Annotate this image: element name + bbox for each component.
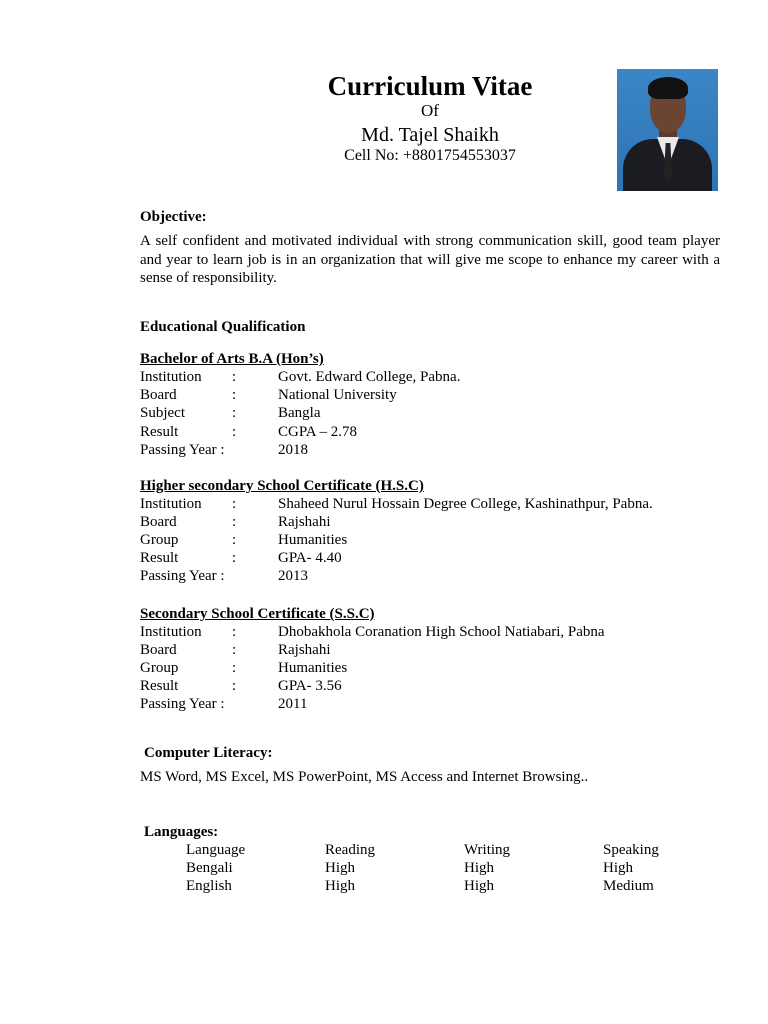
- row-value: Rajshahi: [278, 514, 331, 530]
- row-value: Dhobakhola Coranation High School Natiabari, Pabna: [278, 624, 605, 640]
- language-row: [186, 859, 706, 877]
- cell-number: Cell No: +8801754553037: [344, 147, 516, 164]
- row-colon: :: [232, 424, 237, 440]
- page-title: Curriculum Vitae: [327, 71, 533, 101]
- language-name: Bengali: [186, 860, 233, 876]
- row-value: Humanities: [278, 660, 348, 676]
- education-heading: Educational Qualification: [140, 319, 306, 335]
- row-key: Group: [140, 532, 179, 548]
- row-value: GPA- 3.56: [278, 678, 342, 694]
- degree-row: [140, 513, 740, 531]
- language-row: [186, 877, 706, 895]
- objective-heading: Objective:: [140, 209, 207, 225]
- language-writing: High: [464, 860, 494, 876]
- row-colon: :: [232, 678, 237, 694]
- row-value: Shaheed Nurul Hossain Degree College, Kashinathpur, Pabna.: [278, 496, 653, 512]
- row-colon: :: [232, 642, 237, 658]
- row-key: Institution: [140, 369, 202, 385]
- col-speaking: Speaking: [603, 842, 659, 858]
- degree-row: [140, 495, 740, 513]
- degree-row: [140, 623, 740, 641]
- row-key: Passing Year :: [140, 442, 225, 458]
- col-writing: Writing: [464, 842, 511, 858]
- row-value: CGPA – 2.78: [278, 424, 358, 440]
- row-key: Result: [140, 678, 179, 694]
- degree-title: Higher secondary School Certificate (H.S.C): [140, 478, 424, 494]
- language-reading: High: [325, 878, 355, 894]
- row-colon: :: [232, 369, 237, 385]
- row-key: Passing Year :: [140, 696, 225, 712]
- row-key: Group: [140, 660, 179, 676]
- degree-row: [140, 368, 740, 386]
- title-of: Of: [421, 101, 439, 120]
- row-value: National University: [278, 387, 397, 403]
- row-colon: :: [232, 624, 237, 640]
- row-key: Result: [140, 424, 179, 440]
- candidate-name: Md. Tajel Shaikh: [361, 124, 499, 146]
- row-value: Bangla: [278, 405, 321, 421]
- row-value: 2011: [278, 696, 308, 712]
- photo-hair: [648, 77, 688, 99]
- languages-header-row: [186, 841, 706, 859]
- degree-row: [140, 404, 740, 422]
- row-colon: :: [232, 496, 237, 512]
- computer-heading: Computer Literacy:: [144, 745, 273, 761]
- row-colon: :: [232, 532, 237, 548]
- row-colon: :: [232, 387, 237, 403]
- degree-row: [140, 441, 740, 459]
- row-key: Passing Year :: [140, 568, 225, 584]
- degree-row: [140, 659, 740, 677]
- col-language: Language: [186, 842, 246, 858]
- row-key: Institution: [140, 496, 202, 512]
- row-value: 2018: [278, 442, 308, 458]
- languages-heading: Languages:: [144, 824, 219, 840]
- row-value: Humanities: [278, 532, 348, 548]
- degree-row: [140, 386, 740, 404]
- language-name: English: [186, 878, 232, 894]
- degree-row: [140, 423, 740, 441]
- row-key: Result: [140, 550, 179, 566]
- row-colon: :: [232, 660, 237, 676]
- row-value: Govt. Edward College, Pabna.: [278, 369, 461, 385]
- degree-title: Bachelor of Arts B.A (Hon’s): [140, 351, 324, 367]
- computer-text: MS Word, MS Excel, MS PowerPoint, MS Access and Internet Browsing..: [140, 769, 589, 785]
- row-key: Subject: [140, 405, 185, 421]
- row-colon: :: [232, 514, 237, 530]
- row-colon: :: [232, 405, 237, 421]
- language-speaking: High: [603, 860, 633, 876]
- row-value: 2013: [278, 568, 308, 584]
- row-colon: :: [232, 550, 237, 566]
- row-value: Rajshahi: [278, 642, 331, 658]
- degree-row: [140, 567, 740, 585]
- degree-row: [140, 641, 740, 659]
- profile-photo: [617, 69, 718, 191]
- row-value: GPA- 4.40: [278, 550, 342, 566]
- language-speaking: Medium: [603, 878, 654, 894]
- row-key: Board: [140, 642, 177, 658]
- degree-row: [140, 549, 740, 567]
- degree-row: [140, 531, 740, 549]
- row-key: Institution: [140, 624, 202, 640]
- col-reading: Reading: [325, 842, 375, 858]
- language-reading: High: [325, 860, 355, 876]
- language-writing: High: [464, 878, 494, 894]
- degree-row: [140, 695, 740, 713]
- degree-row: [140, 677, 740, 695]
- row-key: Board: [140, 514, 177, 530]
- objective-text: A self confident and motivated individual with strong communication skill, good team player and year to learn job is in an organization that will give me scope to enhance my career with a sense of responsibility.: [140, 233, 720, 286]
- row-key: Board: [140, 387, 177, 403]
- degree-title: Secondary School Certificate (S.S.C): [140, 606, 375, 622]
